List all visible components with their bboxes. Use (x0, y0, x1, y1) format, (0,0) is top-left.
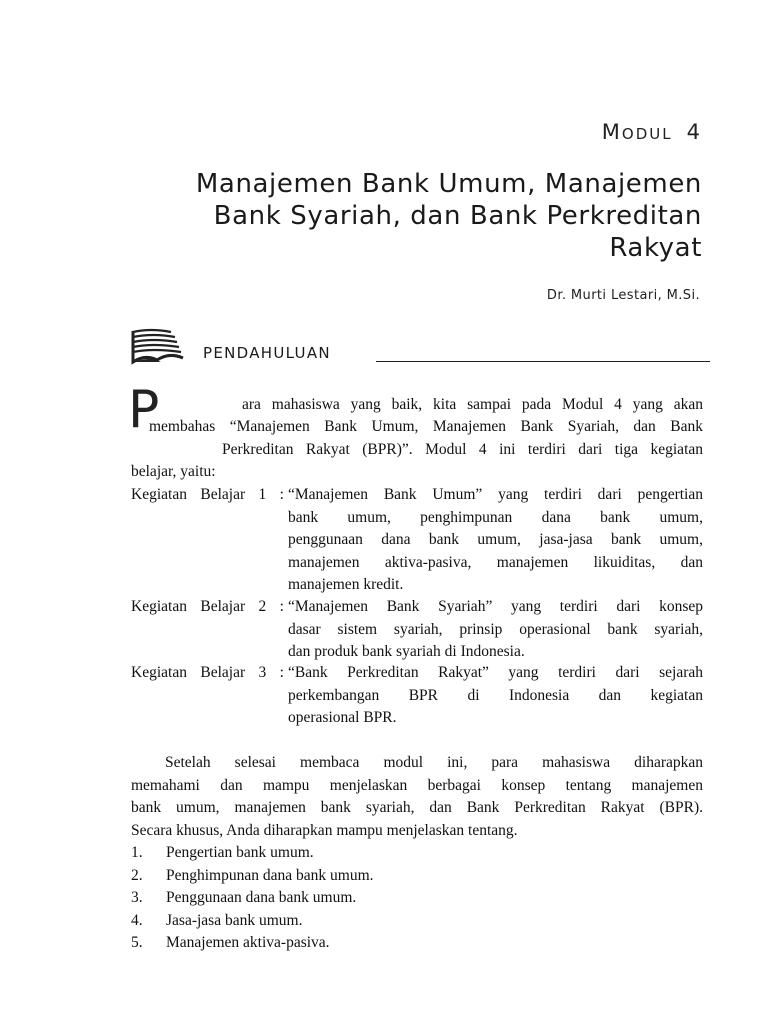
kegiatan-line: “Manajemen Bank Umum” yang terdiri dari pengertian (288, 486, 703, 503)
module-label (602, 120, 702, 144)
kegiatan-line: “Manajemen Bank Syariah” yang terdiri dari konsep (288, 598, 703, 615)
module-title-line: Rakyat (609, 233, 702, 263)
list-number: 3. (131, 889, 143, 906)
list-text: Penghimpunan dana bank umum. (166, 866, 374, 884)
kegiatan-line: penggunaan dana bank umum, jasa-jasa bank umum, (288, 531, 703, 548)
kegiatan-line: bank umum, penghimpunan dana bank umum, (288, 508, 703, 526)
book-stripes-icon (131, 328, 185, 366)
list-text: Jasa-jasa bank umum. (166, 911, 303, 929)
kegiatan-line: “Bank Perkreditan Rakyat” yang terdiri dari sejarah (288, 664, 703, 681)
kegiatan-line: manajemen kredit. (288, 576, 404, 593)
kegiatan-description (288, 596, 703, 664)
intro-line: ara mahasiswa yang baik, kita sampai pada Modul 4 yang akan (242, 396, 703, 413)
list-item (131, 887, 703, 910)
module-title-line: Manajemen Bank Umum, Manajemen (195, 169, 702, 199)
intro-line: belajar, yaitu: (131, 463, 216, 480)
kegiatan-line: dan produk bank syariah di Indonesia. (288, 643, 525, 660)
list-text: Manajemen aktiva-pasiva. (166, 934, 330, 951)
module-title-line: Bank Syariah, dan Bank Perkreditan (213, 201, 702, 231)
kegiatan-description (288, 484, 703, 597)
module-word: MODUL (601, 120, 673, 144)
list-item (131, 910, 703, 933)
list-number: 4. (131, 911, 143, 929)
kegiatan-description (288, 662, 703, 730)
list-number: 1. (131, 844, 143, 861)
list-item (131, 842, 703, 865)
paragraph-line: bank umum, manajemen bank syariah, dan Bank Perkreditan Rakyat (BPR). (131, 799, 703, 816)
list-text: Penggunaan dana bank umum. (166, 889, 357, 906)
drop-cap: P (128, 380, 160, 440)
intro-line: Perkreditan Rakyat (BPR)”. Modul 4 ini terdiri dari tiga kegiatan (222, 441, 703, 458)
kegiatan-line: manajemen aktiva-pasiva, manajemen likuiditas, dan (288, 553, 703, 571)
intro-line: membahas “Manajemen Bank Umum, Manajemen Bank Syariah, dan Bank (149, 418, 703, 435)
list-number: 5. (131, 934, 143, 951)
module-title (102, 168, 702, 264)
kegiatan-label: Kegiatan Belajar 3 : (131, 664, 284, 681)
kegiatan-label: Kegiatan Belajar 2 : (131, 598, 284, 615)
list-number: 2. (131, 866, 143, 884)
list-text: Pengertian bank umum. (166, 844, 314, 861)
kegiatan-label: Kegiatan Belajar 1 : (131, 486, 284, 503)
heading-underline (376, 361, 710, 362)
objectives-list (131, 842, 703, 955)
section-heading: PENDAHULUAN (203, 344, 331, 362)
list-item (131, 865, 703, 888)
kegiatan-line: dasar sistem syariah, prinsip operasional bank syariah, (288, 620, 703, 638)
list-item (131, 932, 703, 955)
paragraph-line: Secara khusus, Anda diharapkan mampu menjelaskan tentang. (131, 821, 518, 839)
module-number: 4 (686, 120, 702, 144)
author-name: Dr. Murti Lestari, M.Si. (546, 288, 700, 303)
paragraph-line: Setelah selesai membaca modul ini, para mahasiswa diharapkan (165, 754, 703, 771)
paragraph-line: memahami dan mampu menjelaskan berbagai konsep tentang manajemen (131, 776, 703, 794)
objectives-paragraph (131, 752, 703, 842)
kegiatan-line: operasional BPR. (288, 709, 397, 726)
kegiatan-line: perkembangan BPR di Indonesia dan kegiatan (288, 686, 703, 704)
